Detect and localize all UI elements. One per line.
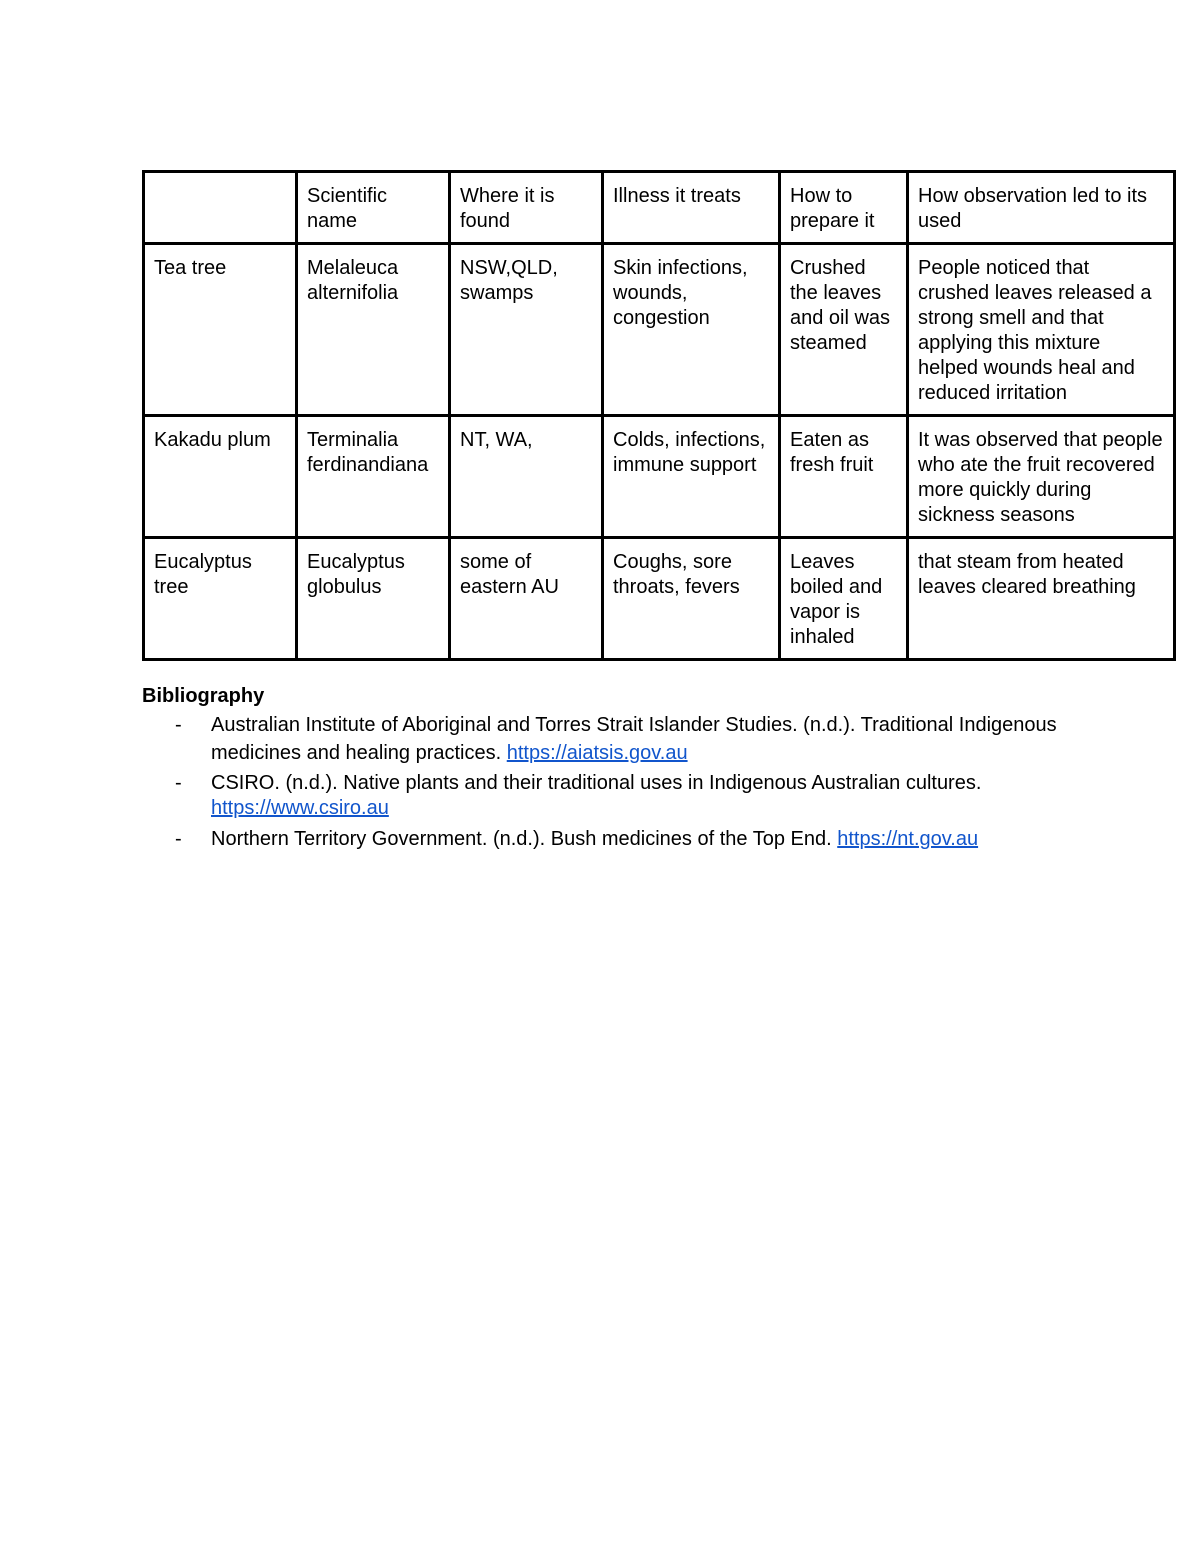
table-cell: NT, WA,	[450, 416, 603, 538]
header-cell: Illness it treats	[603, 172, 780, 244]
table-cell: Melaleuca alternifolia	[297, 244, 450, 416]
citation-link[interactable]: https://aiatsis.gov.au	[506, 742, 688, 764]
bullet-dash: -	[175, 714, 182, 736]
table-cell: Kakadu plum	[144, 416, 297, 538]
bibliography-section	[142, 684, 1102, 857]
table-row	[144, 538, 1175, 660]
citation-link[interactable]: https://www.csiro.au	[211, 797, 389, 819]
table-row	[144, 244, 1175, 416]
bibliography-entry	[142, 711, 1102, 767]
table-cell: Eaten as fresh fruit	[780, 416, 908, 538]
table-cell: some of eastern AU	[450, 538, 603, 660]
citation-link[interactable]: https://nt.gov.au	[837, 828, 979, 850]
table-cell: People noticed that crushed leaves released a strong smell and that applying this mixture helped wounds heal and reduced irritation	[908, 244, 1175, 416]
table-cell: Eucalyptus tree	[144, 538, 297, 660]
bibliography-list	[142, 711, 1102, 853]
table-cell: Terminalia ferdinandiana	[297, 416, 450, 538]
header-cell: Where it is found	[450, 172, 603, 244]
header-cell: Scientific name	[297, 172, 450, 244]
bibliography-heading: Bibliography	[142, 685, 265, 707]
table-cell: NSW,QLD, swamps	[450, 244, 603, 416]
medicine-table	[142, 170, 1176, 661]
citation-text: CSIRO. (n.d.). Native plants and their traditional uses in Indigenous Australian cultures.	[211, 772, 982, 794]
table-row	[144, 416, 1175, 538]
header-cell	[144, 172, 297, 244]
header-cell: How to prepare it	[780, 172, 908, 244]
table-cell: Skin infections, wounds, congestion	[603, 244, 780, 416]
table-cell: Tea tree	[144, 244, 297, 416]
bullet-dash: -	[175, 828, 182, 850]
table-cell: Eucalyptus globulus	[297, 538, 450, 660]
table-cell: Colds, infections, immune support	[603, 416, 780, 538]
bibliography-entry	[142, 825, 1102, 853]
citation-text: Australian Institute of Aboriginal and Torres Strait Islander Studies. (n.d.). Traditional Indigenous medicines and healing practices.	[211, 714, 1057, 764]
table-header-row	[144, 172, 1175, 244]
table-cell: Coughs, sore throats, fevers	[603, 538, 780, 660]
bullet-dash: -	[175, 772, 182, 794]
table-cell: It was observed that people who ate the fruit recovered more quickly during sickness seasons	[908, 416, 1175, 538]
table-cell: Crushed the leaves and oil was steamed	[780, 244, 908, 416]
table-cell: Leaves boiled and vapor is inhaled	[780, 538, 908, 660]
table-cell: that steam from heated leaves cleared breathing	[908, 538, 1175, 660]
header-cell: How observation led to its used	[908, 172, 1175, 244]
citation-text: Northern Territory Government. (n.d.). Bush medicines of the Top End.	[211, 828, 838, 850]
bibliography-entry	[142, 771, 1102, 821]
